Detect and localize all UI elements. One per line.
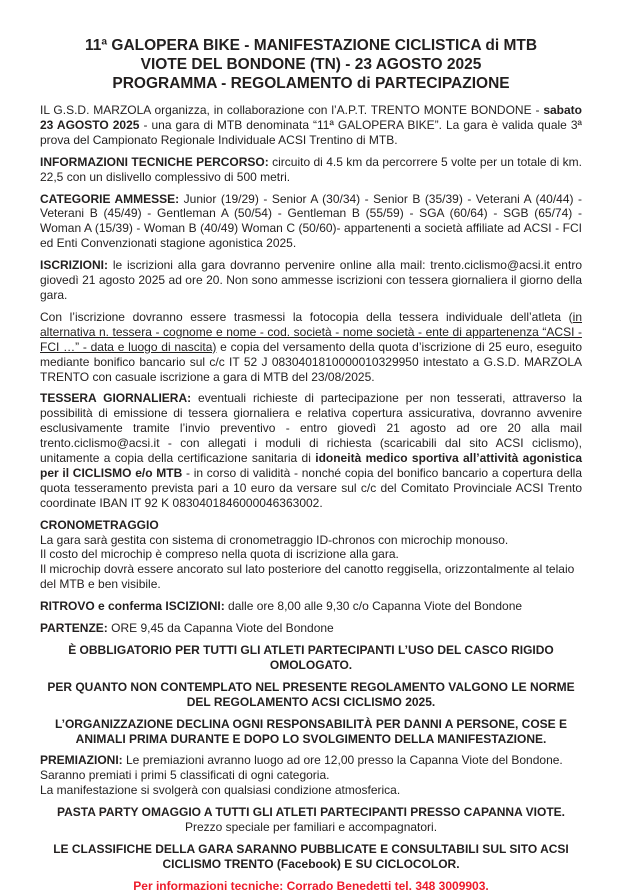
text-line: PER QUANTO NON CONTEMPLATO NEL PRESENTE REGOLAMENTO VALGONO LE NORME DEL REGOLAMENTO ACSI CICLISMO 2025.	[47, 679, 575, 709]
text-line: Con l’iscrizione dovranno essere trasmessi la fotocopia della tessera individuale dell’atleta (in alternativa n. tessera - cognome e nome - cod. società - nome società - ente di appartenenza “ACSI - FCI …” - data e luogo di nascita) e copia del versamento della quota d’iscrizione di 25 euro, eseguito mediante bonifico bancario sul c/c IT 52 J 0830401810000010329950 intestato a G.S.D. MARZOLA TRENTO con casuale iscrizione a gara di MTB del 23/08/2025.	[40, 309, 582, 384]
text-line: CRONOMETRAGGIO	[40, 517, 159, 532]
percorso-paragraph	[40, 155, 582, 185]
cronometraggio-section	[40, 518, 582, 593]
partenze-line	[40, 621, 582, 636]
text-line: L’ORGANIZZAZIONE DECLINA OGNI RESPONSABILITÀ PER DANNI A PERSONE, COSE E ANIMALI PRIMA DURANTE E DOPO LO SVOLGIMENTO DELLA MANIFESTAZIONE.	[54, 716, 568, 746]
text-line: 11ª GALOPERA BIKE - MANIFESTAZIONE CICLISTICA di MTB	[84, 37, 538, 54]
text-line: Per informazioni tecniche: Corrado Benedetti tel. 348 3009903.	[133, 878, 489, 893]
text-line: TESSERA GIORNALIERA: eventuali richieste di partecipazione per non tesserati, attraverso la possibilità di emissione di tessera giornaliera e relativa copertura assicurativa, dovranno avvenire esclusivamente tramite l’invio preventivo - entro giovedì 21 agosto ad ore 20 alla mail trento.ciclismo@acsi.it - con allegati i moduli di richiesta (scaricabili dal sito ACSI ciclismo), unitamente a copia della certificazione sanitaria di idoneità medico sportiva all’attività agonistica per il CICLISMO e/o MTB - in corso di validità - nonché copia del bonifico bancario a copertura della quota tesseramento prevista pari a 10 euro da versare sul c/c del Comitato Provinciale ACSI Trento coordinate IBAN IT 92 K 0830401846000046363002.	[40, 391, 583, 510]
text-line: Il microchip dovrà essere ancorato sul lato posteriore del canotto reggisella, orizzontalmente al telaio del MTB e ben visibile.	[40, 562, 575, 592]
intro-paragraph	[40, 103, 582, 148]
text-line: VIOTE DEL BONDONE (TN) - 23 AGOSTO 2025	[140, 56, 482, 73]
iscrizioni-paragraph	[40, 258, 582, 303]
casco-notice	[40, 643, 582, 673]
classifiche-notice	[40, 842, 582, 872]
text-line: ISCRIZIONI: le iscrizioni alla gara dovranno pervenire online alla mail: trento.ciclismo@acsi.it entro giovedì 21 agosto 2025 ad ore 20. Non sono ammesse iscrizioni con tessera giornaliera il giorno della gara.	[40, 258, 582, 302]
text-line: Il costo del microchip è compreso nella quota di iscrizione alla gara.	[40, 547, 399, 562]
text-line: La gara sarà gestita con sistema di cronometraggio ID-chronos con microchip monouso.	[40, 532, 509, 547]
text-line: RITROVO e conferma ISCIZIONI: dalle ore 8,00 alle 9,30 c/o Capanna Viote del Bondone	[40, 599, 523, 614]
text-line: CATEGORIE AMMESSE: Junior (19/29) - Senior A (30/34) - Senior B (35/39) - Veterani A (40/44) - Veterani B (45/49) - Gentleman A (50/54) - Gentleman B (55/59) - SGA (60/64) - SGB (65/74) - Woman A (15/39) - Woman B (40/49) Woman C (50/60)- appartenenti a società affiliate ad ACSI - FCI ed Enti Convenzionati stagione agonistica 2025.	[40, 191, 582, 251]
text-line: INFORMAZIONI TECNICHE PERCORSO: circuito di 4.5 km da percorrere 5 volte per un totale di km. 22,5 con un dislivello complessivo di 500 metri.	[40, 154, 583, 184]
text-line: È OBBLIGATORIO PER TUTTI GLI ATLETI PARTECIPANTI L’USO DEL CASCO RIGIDO OMOLOGATO.	[68, 643, 554, 672]
text-line: PASTA PARTY OMAGGIO A TUTTI GLI ATLETI PARTECIPANTI PRESSO CAPANNA VIOTE.	[56, 805, 565, 820]
text-line: IL G.S.D. MARZOLA organizza, in collaborazione con l’A.P.T. TRENTO MONTE BONDONE - sabato 23 AGOSTO 2025 - una gara di MTB denominata “11ª GALOPERA BIKE”. La gara è valida quale 3ª prova del Campionato Regionale Individuale ACSI Trentino di MTB.	[40, 103, 582, 147]
ritrovo-line	[40, 599, 582, 614]
text-line: PREMIAZIONI: Le premiazioni avranno luogo ad ore 12,00 presso la Capanna Viote del Bondone.	[40, 753, 563, 768]
text-line: La manifestazione si svolgerà con qualsiasi condizione atmosferica.	[40, 783, 401, 798]
contatti-line	[40, 879, 582, 894]
premiazioni-paragraph	[40, 753, 582, 798]
text-line: PARTENZE: ORE 9,45 da Capanna Viote del Bondone	[40, 621, 334, 636]
responsabilita-notice	[40, 717, 582, 747]
iscrizione-dettagli-paragraph	[40, 310, 582, 385]
tessera-giornaliera-paragraph	[40, 391, 582, 510]
regolamento-notice	[40, 680, 582, 710]
text-line: Saranno premiati i primi 5 classificati di ogni categoria.	[40, 768, 330, 783]
pasta-party-notice	[40, 805, 582, 835]
text-line: Prezzo speciale per familiari e accompagnatori.	[184, 820, 438, 835]
text-line: LE CLASSIFICHE DELLA GARA SARANNO PUBBLICATE E CONSULTABILI SUL SITO ACSI CICLISMO TRENTO (Facebook) E SU CICLOCOLOR.	[53, 841, 569, 871]
document-title	[40, 36, 582, 93]
document-blocks	[40, 36, 582, 894]
categorie-paragraph	[40, 192, 582, 252]
text-line: PROGRAMMA - REGOLAMENTO di PARTECIPAZIONE	[112, 75, 510, 92]
